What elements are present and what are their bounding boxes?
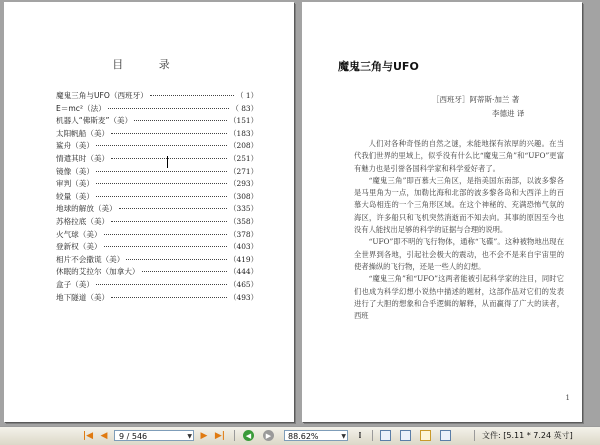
toc-leader-dots xyxy=(108,108,230,109)
last-page-icon[interactable]: ▶| xyxy=(214,431,226,441)
toc-entry[interactable] xyxy=(56,153,258,166)
toc-entry[interactable] xyxy=(56,140,258,153)
toc-entry-page: （335） xyxy=(229,204,258,214)
toc-leader-dots xyxy=(96,196,227,197)
toc-entry-page: （251） xyxy=(229,153,258,163)
author-line: ［西班牙］阿蒂斯·加兰 著 xyxy=(432,95,520,104)
status-bar xyxy=(0,426,600,445)
toc-entry[interactable] xyxy=(56,166,258,179)
translator-line: 李德进 译 xyxy=(492,109,525,118)
separator xyxy=(234,430,235,441)
first-page-icon[interactable]: |◀ xyxy=(82,431,94,441)
toc-entry-title: 审判（美） xyxy=(56,179,94,189)
story-title: 魔鬼三角与UFO xyxy=(338,60,419,73)
toc-leader-dots xyxy=(96,145,227,146)
toc-entry-title: 魔鬼三角与UFO（西班牙） xyxy=(56,91,148,100)
toc-entry[interactable] xyxy=(56,178,258,191)
toc-title: 目 录 xyxy=(112,58,186,71)
toc-entry-title: 盒子（美） xyxy=(56,279,94,289)
toc-entry[interactable] xyxy=(56,128,258,141)
toc-entry-page: （293） xyxy=(229,179,258,189)
toc-entry-title: 火气球（美） xyxy=(56,229,102,239)
toc-entry[interactable] xyxy=(56,229,258,242)
single-page-icon[interactable] xyxy=(380,430,391,441)
toc-entry-page: （493） xyxy=(229,292,258,302)
toc-list xyxy=(56,90,258,304)
toc-entry-page: （ 83） xyxy=(231,103,258,113)
chevron-down-icon[interactable]: ▼ xyxy=(341,433,346,440)
toc-entry-page: （465） xyxy=(229,279,258,289)
right-page xyxy=(302,2,582,422)
toc-entry-title: 相片不会撒谎（美） xyxy=(56,254,125,264)
file-info: 文件: [5.11 * 7.24 英寸] xyxy=(482,431,573,440)
toc-entry[interactable] xyxy=(56,103,258,116)
paragraph: “魔鬼三角”即百慕大三角区，是指美国东南部，以波多黎各是马里角为一点，加勒比海和北部的波多黎各岛和大西洋上的百慕大岛相连的一个三角形区域。在这个神秘的、充满恐怖气氛的海区，许多船只和飞机突然消逝而不知去向。其事的原因至今也没有人能找出足够的科学的证据与合理的说明。 xyxy=(354,175,564,235)
toc-leader-dots xyxy=(111,297,227,298)
separator xyxy=(372,430,373,441)
toc-leader-dots xyxy=(111,158,227,159)
body-text xyxy=(354,138,564,322)
toc-leader-dots xyxy=(96,284,227,285)
paragraph: “魔鬼三角”和“UFO”这两者能被引起科学家的注目，同时它们也成为科学幻想小说热中描述的题材，这部作品对它们的发表进行了大胆的想象和合乎逻辑的解释，从而赢得了广大的读者，西班 xyxy=(354,274,564,321)
chevron-down-icon[interactable]: ▼ xyxy=(187,433,192,440)
toc-leader-dots xyxy=(111,221,227,222)
toc-entry-title: 太阳帆船（美） xyxy=(56,128,110,138)
toc-entry-page: （419） xyxy=(229,254,258,264)
toc-entry[interactable] xyxy=(56,266,258,279)
go-forward-icon[interactable]: ▶ xyxy=(263,430,274,441)
toc-entry-title: 登新权（美） xyxy=(56,242,102,252)
text-cursor xyxy=(167,156,168,168)
toc-entry-title: 情遣其时（美） xyxy=(56,153,110,163)
toc-entry-page: （308） xyxy=(229,191,258,201)
toc-entry-title: 地下隧道（美） xyxy=(56,292,110,302)
toc-entry-page: （151） xyxy=(229,116,258,126)
toc-entry[interactable] xyxy=(56,241,258,254)
page-number-value: 9 / 546 xyxy=(119,432,148,441)
toc-leader-dots xyxy=(134,120,227,121)
paragraph: “UFO”即不明的飞行物体，通称“飞碟”。这种被物地出现在全世界到各地，引起社会极大的震动，也不会不是来自宇宙里的使者操纵的飞行物，还是一些人的幻想。 xyxy=(354,237,564,271)
toc-entry-page: （403） xyxy=(229,242,258,252)
toc-entry[interactable] xyxy=(56,279,258,292)
toc-entry-page: （378） xyxy=(229,229,258,239)
prev-page-icon[interactable]: ◀ xyxy=(100,431,108,441)
toc-entry-page: （ 1） xyxy=(236,91,258,100)
paragraph: 人们对各种奇怪的自然之谜，未能地探有浓厚的兴趣。在当代我们世界的里域上，似乎没有什么比“魔鬼三角”和“UFO”更富有魅力也是引誉各国科学家和科学爱好者了。 xyxy=(354,139,564,173)
toc-leader-dots xyxy=(126,259,227,260)
left-page xyxy=(4,2,294,422)
toc-entry[interactable] xyxy=(56,90,258,103)
toc-entry-title: 地球的解放（美） xyxy=(56,204,117,214)
toc-entry[interactable] xyxy=(56,115,258,128)
toc-entry-title: 鲨舟（美） xyxy=(56,141,94,151)
toc-leader-dots xyxy=(150,95,234,96)
separator xyxy=(474,430,475,441)
toc-leader-dots xyxy=(111,133,227,134)
toc-entry-page: （271） xyxy=(229,166,258,176)
next-page-icon[interactable]: ▶ xyxy=(200,431,208,441)
toc-entry-title: E＝mc²（法） xyxy=(56,103,106,113)
toc-entry-page: （183） xyxy=(229,128,258,138)
toc-entry-title: 镜像（美） xyxy=(56,166,94,176)
toc-entry[interactable] xyxy=(56,203,258,216)
toc-leader-dots xyxy=(119,208,227,209)
toc-entry-title: 休眠的艾拉尔（加拿大） xyxy=(56,267,140,277)
toc-entry[interactable] xyxy=(56,254,258,267)
page-number-input[interactable] xyxy=(114,430,194,441)
toc-entry-title: 苏格拉底（美） xyxy=(56,216,110,226)
toc-entry-page: （208） xyxy=(229,141,258,151)
toc-entry[interactable] xyxy=(56,191,258,204)
continuous-page-icon[interactable] xyxy=(400,430,411,441)
toc-entry-title: 较量（美） xyxy=(56,191,94,201)
page-number: 1 xyxy=(565,394,570,402)
go-back-icon[interactable]: ◀ xyxy=(243,430,254,441)
toc-leader-dots xyxy=(142,271,228,272)
zoom-menu-icon[interactable]: ⁞ xyxy=(358,431,362,441)
toc-entry[interactable] xyxy=(56,292,258,305)
continuous-facing-icon[interactable] xyxy=(440,430,451,441)
zoom-value: 88.62% xyxy=(288,432,319,441)
toc-entry-page: （358） xyxy=(229,216,258,226)
toc-leader-dots xyxy=(96,171,227,172)
toc-leader-dots xyxy=(96,183,227,184)
facing-pages-icon[interactable] xyxy=(420,430,431,441)
zoom-input[interactable] xyxy=(284,430,348,441)
toc-entry-title: 机器人“佛斯麦”（美） xyxy=(56,116,133,126)
toc-leader-dots xyxy=(104,234,228,235)
toc-leader-dots xyxy=(104,246,228,247)
toc-entry[interactable] xyxy=(56,216,258,229)
toc-entry-page: （444） xyxy=(229,267,258,277)
